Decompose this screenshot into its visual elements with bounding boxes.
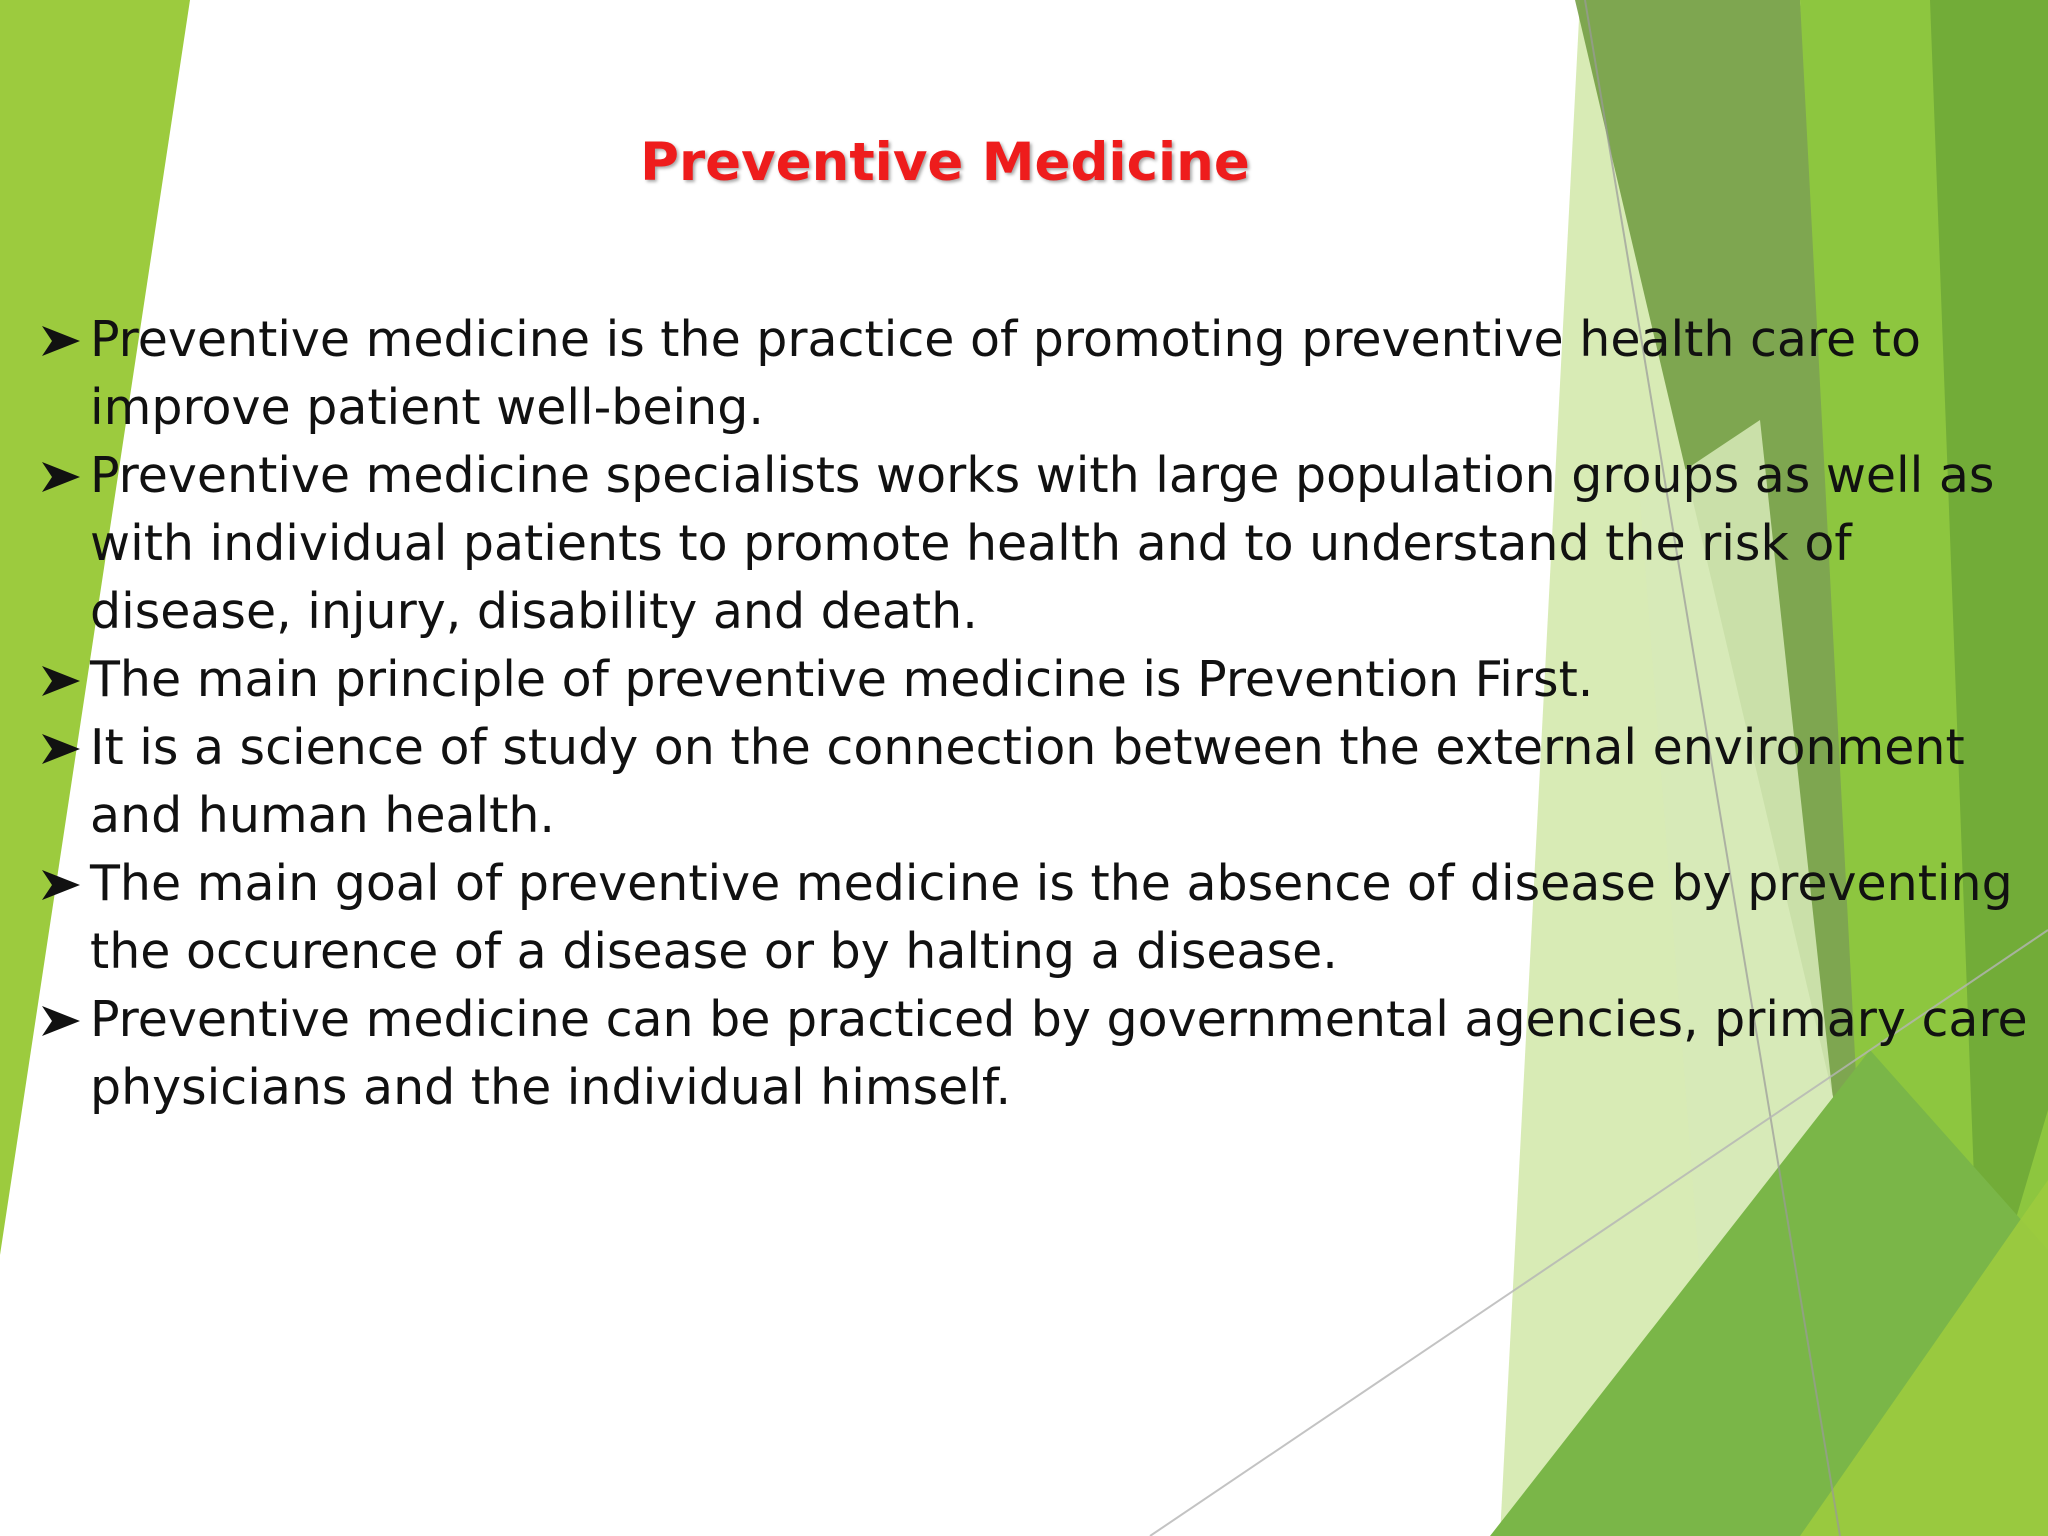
arrow-bullet-icon [40, 1004, 82, 1038]
list-item [40, 850, 2030, 986]
page-title: Preventive Medicine [640, 132, 1250, 193]
list-item [40, 306, 2030, 442]
arrow-bullet-icon [40, 324, 82, 358]
arrow-bullet-icon [40, 868, 82, 902]
bullet-list [40, 306, 2030, 1122]
list-item [40, 442, 2030, 646]
arrow-bullet-icon [40, 732, 82, 766]
bullet-text: It is a science of study on the connection between the external environment and human health. [90, 719, 1965, 844]
bullet-text: Preventive medicine specialists works with large population groups as well as with individual patients to promote health and to understand the risk of disease, injury, disability and death. [90, 447, 1995, 640]
bullet-text: The main goal of preventive medicine is the absence of disease by preventing the occurence of a disease or by halting a disease. [90, 855, 2013, 980]
arrow-bullet-icon [40, 460, 82, 494]
list-item [40, 714, 2030, 850]
list-item [40, 986, 2030, 1122]
bullet-text: Preventive medicine can be practiced by governmental agencies, primary care physicians and the individual himself. [90, 991, 2028, 1116]
bullet-text: Preventive medicine is the practice of promoting preventive health care to improve patient well-being. [90, 311, 1921, 436]
bullet-text: The main principle of preventive medicine is Prevention First. [90, 651, 1594, 708]
list-item [40, 646, 2030, 714]
arrow-bullet-icon [40, 664, 82, 698]
